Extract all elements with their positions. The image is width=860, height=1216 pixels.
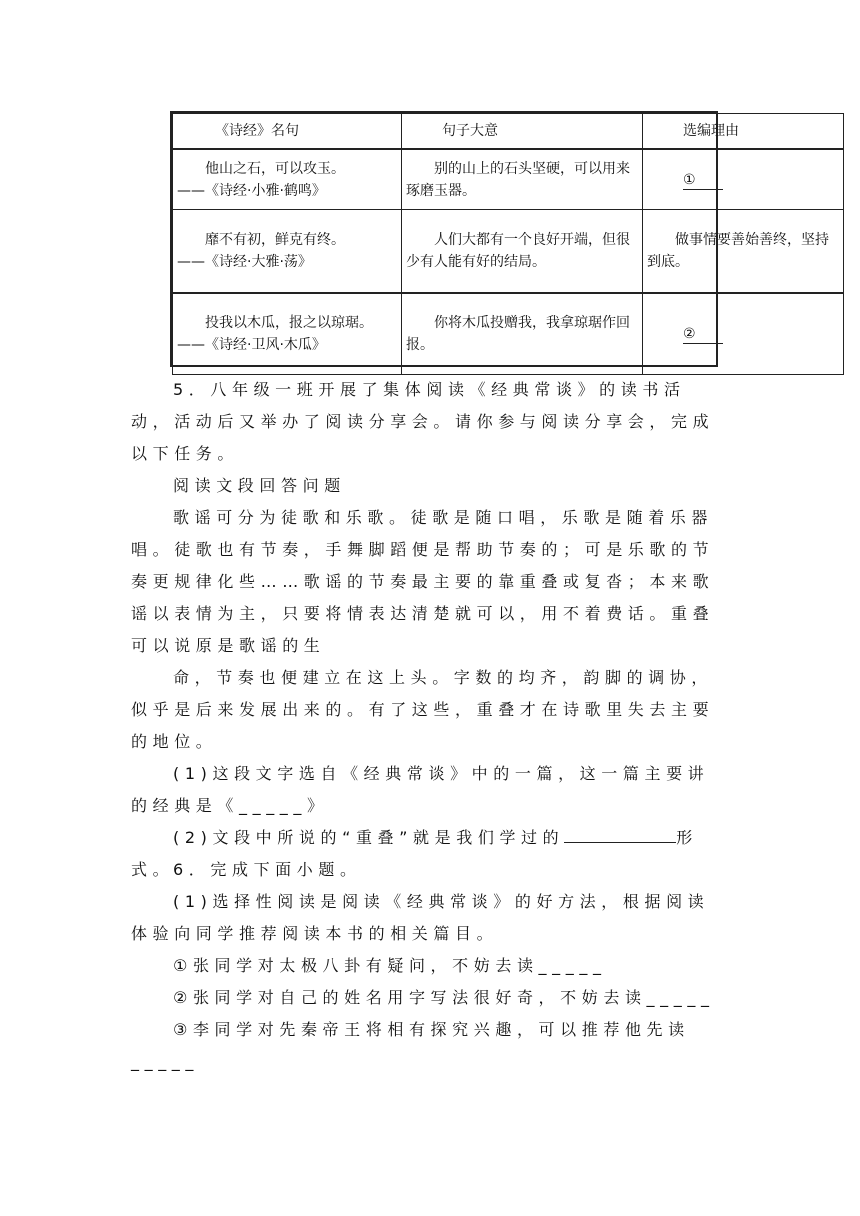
table-cell-reason: 做事情要善始善终，坚持到底。	[643, 210, 844, 294]
table-header-meaning: 句子大意	[402, 114, 643, 150]
quote-text: 他山之石，可以攻玉。	[205, 160, 345, 177]
table-cell-meaning: 人们大都有一个良好开端，但很少有人能有好的结局。	[402, 210, 643, 294]
q5-subtitle: 阅读文段回答问题	[173, 476, 346, 495]
q5-passage-1: 歌谣可分为徒歌和乐歌。徒歌是随口唱，乐歌是随着乐器唱。徒歌也有节奏，手舞脚蹈便是帮助节奏的；可是乐歌的节奏更规律化些……歌谣的节奏最主要的靠重叠或复沓；本来歌谣以表情为主，只要将情表达清楚就可以，用不着费话。重叠可以说原是歌谣的生	[131, 508, 715, 655]
q6-option-1: ①张同学对太极八卦有疑问，不妨去读_____	[173, 956, 607, 975]
q6-option-3: ③李同学对先秦帝王将相有探究兴趣，可以推荐他先读	[173, 1020, 690, 1039]
q6-option-2: ②张同学对自己的姓名用字写法很好奇，不妨去读_____	[173, 988, 715, 1007]
quote-source: ——《诗经·小雅·鹤鸣》	[177, 182, 326, 199]
answer-blank[interactable]: ①	[683, 171, 723, 190]
table-cell-quote	[173, 210, 402, 294]
table-header-reason: 选编理由	[643, 114, 844, 150]
q6-option-3-blank[interactable]: _____	[131, 1052, 199, 1071]
quote-source: ——《诗经·大雅·荡》	[177, 254, 312, 270]
q5-item-1: (1)这段文字选自《经典常谈》中的一篇，这一篇主要讲的经典是《_____》	[131, 764, 710, 815]
quote-text: 靡不有初，鲜克有终。	[205, 232, 345, 248]
table-cell-quote: 投我以木瓜，报之以琼琚。——《诗经·卫风·木瓜》	[173, 293, 402, 375]
q5-item-2: (2)文段中所说的“重叠”就是我们学过的 形式。	[131, 822, 727, 886]
q5-passage-2: 命，节奏也便建立在这上头。字数的均齐，韵脚的调协，似乎是后来发展出来的。有了这些，重叠才在诗歌里失去主要的地位。	[131, 668, 715, 751]
table-cell-meaning: 别的山上的石头坚硬，可以用来琢磨玉器。	[402, 149, 643, 210]
table-row	[173, 149, 844, 210]
q6-title: 6．完成下面小题。	[173, 860, 362, 879]
q6-item-1: (1)选择性阅读是阅读《经典常谈》的好方法，根据阅读体验向同学推荐阅读本书的相关篇目。	[131, 892, 710, 943]
table-cell-meaning: 你将木瓜投赠我，我拿琼琚作回报。	[402, 293, 643, 375]
answer-blank[interactable]	[564, 824, 676, 843]
table-cell-reason	[643, 149, 844, 210]
question-5	[131, 374, 727, 886]
table-cell-reason	[643, 293, 844, 375]
question-6	[131, 854, 727, 1078]
q5-intro: 5．八年级一班开展了集体阅读《经典常谈》的读书活动，活动后又举办了阅读分享会。请你参与阅读分享会，完成以下任务。	[131, 380, 715, 463]
table-cell-quote	[173, 149, 402, 210]
table-row	[173, 293, 844, 375]
table-header-row	[173, 114, 844, 150]
table-row	[173, 210, 844, 294]
table-header-quote: 《诗经》名句	[173, 114, 402, 150]
answer-blank[interactable]: ②	[683, 325, 723, 344]
shijing-table	[170, 111, 829, 367]
